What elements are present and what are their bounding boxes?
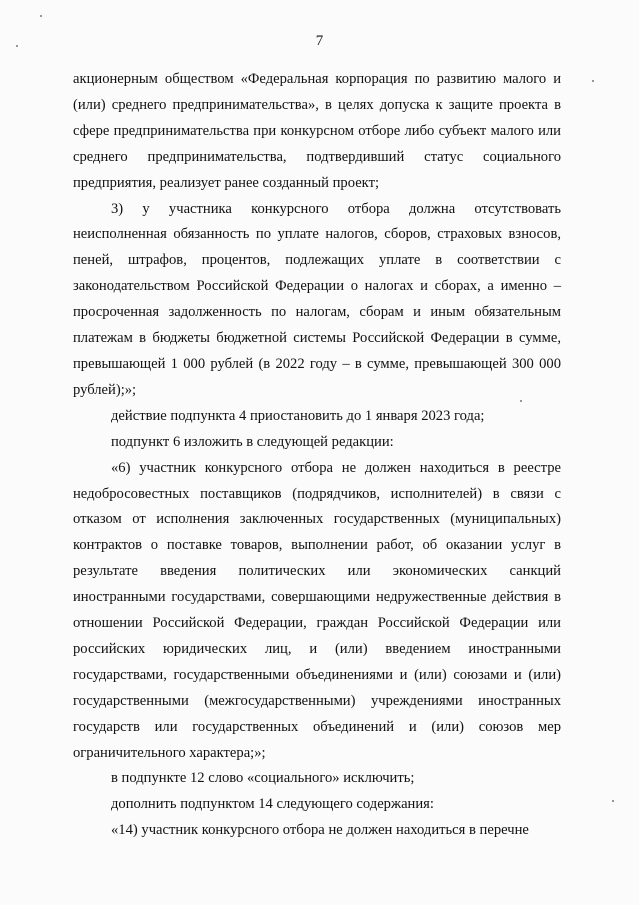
paragraph-add-subitem-14: дополнить подпунктом 14 следующего содержания: [111,796,434,813]
scan-speck [612,800,614,802]
scan-speck [520,400,522,402]
paragraph-subitem-14: «14) участник конкурсного отбора не должен находиться в перечне [111,822,529,839]
paragraph-subitem-12: в подпункте 12 слово «социального» исключить; [111,770,415,787]
paragraph-suspend-subitem-4: действие подпункта 4 приостановить до 1 января 2023 года; [111,407,485,424]
scan-speck [16,45,18,47]
scan-speck [40,15,42,17]
document-body [73,67,561,844]
paragraph-subitem-3: 3) у участника конкурсного отбора должна отсутствовать неисполненная обязанность по уплате налогов, сборов, страховых взносов, пеней, штрафов, процентов, подлежащих уплате в соответствии с законодательством Российской Федерации о налогах и сборах, а именно – просроченная задолженность по налогам, сборам и иным обязательным платежам в бюджеты бюджетной системы Российской Федерации в сумме, превышающей 1 000 рублей (в 2022 году – в сумме, превышающей 300 000 рублей);»; [73,200,561,398]
paragraph-subitem-6-intro: подпункт 6 изложить в следующей редакции: [111,433,394,450]
paragraph-subitem-6: «6) участник конкурсного отбора не должен находиться в реестре недобросовестных поставщиков (подрядчиков, исполнителей) в связи с отказом от исполнения заключенных государственных (муниципальных) контрактов о поставке товаров, выполнении работ, об оказании услуг в результате введения политических или экономических санкций иностранными государствами, совершающими недружественные действия в отношении Российской Федерации, граждан Российской Федерации или российских юридических лиц, и (или) введением иностранными государствами, государственными объединениями и (или) союзами и (или) государственными (межгосударственными) учреждениями иностранных государств или государственных объединений и (или) союзов мер ограничительного характера;»; [73,459,561,761]
scan-speck [592,80,594,82]
paragraph-continuation: акционерным обществом «Федеральная корпорация по развитию малого и (или) среднего предпринимательства», в целях допуска к защите проекта в сфере предпринимательства при конкурсном отборе либо субъект малого или среднего предпринимательства, подтвердивший статус социального предприятия, реализует ранее созданный проект; [73,71,561,191]
page-number: 7 [315,33,324,49]
